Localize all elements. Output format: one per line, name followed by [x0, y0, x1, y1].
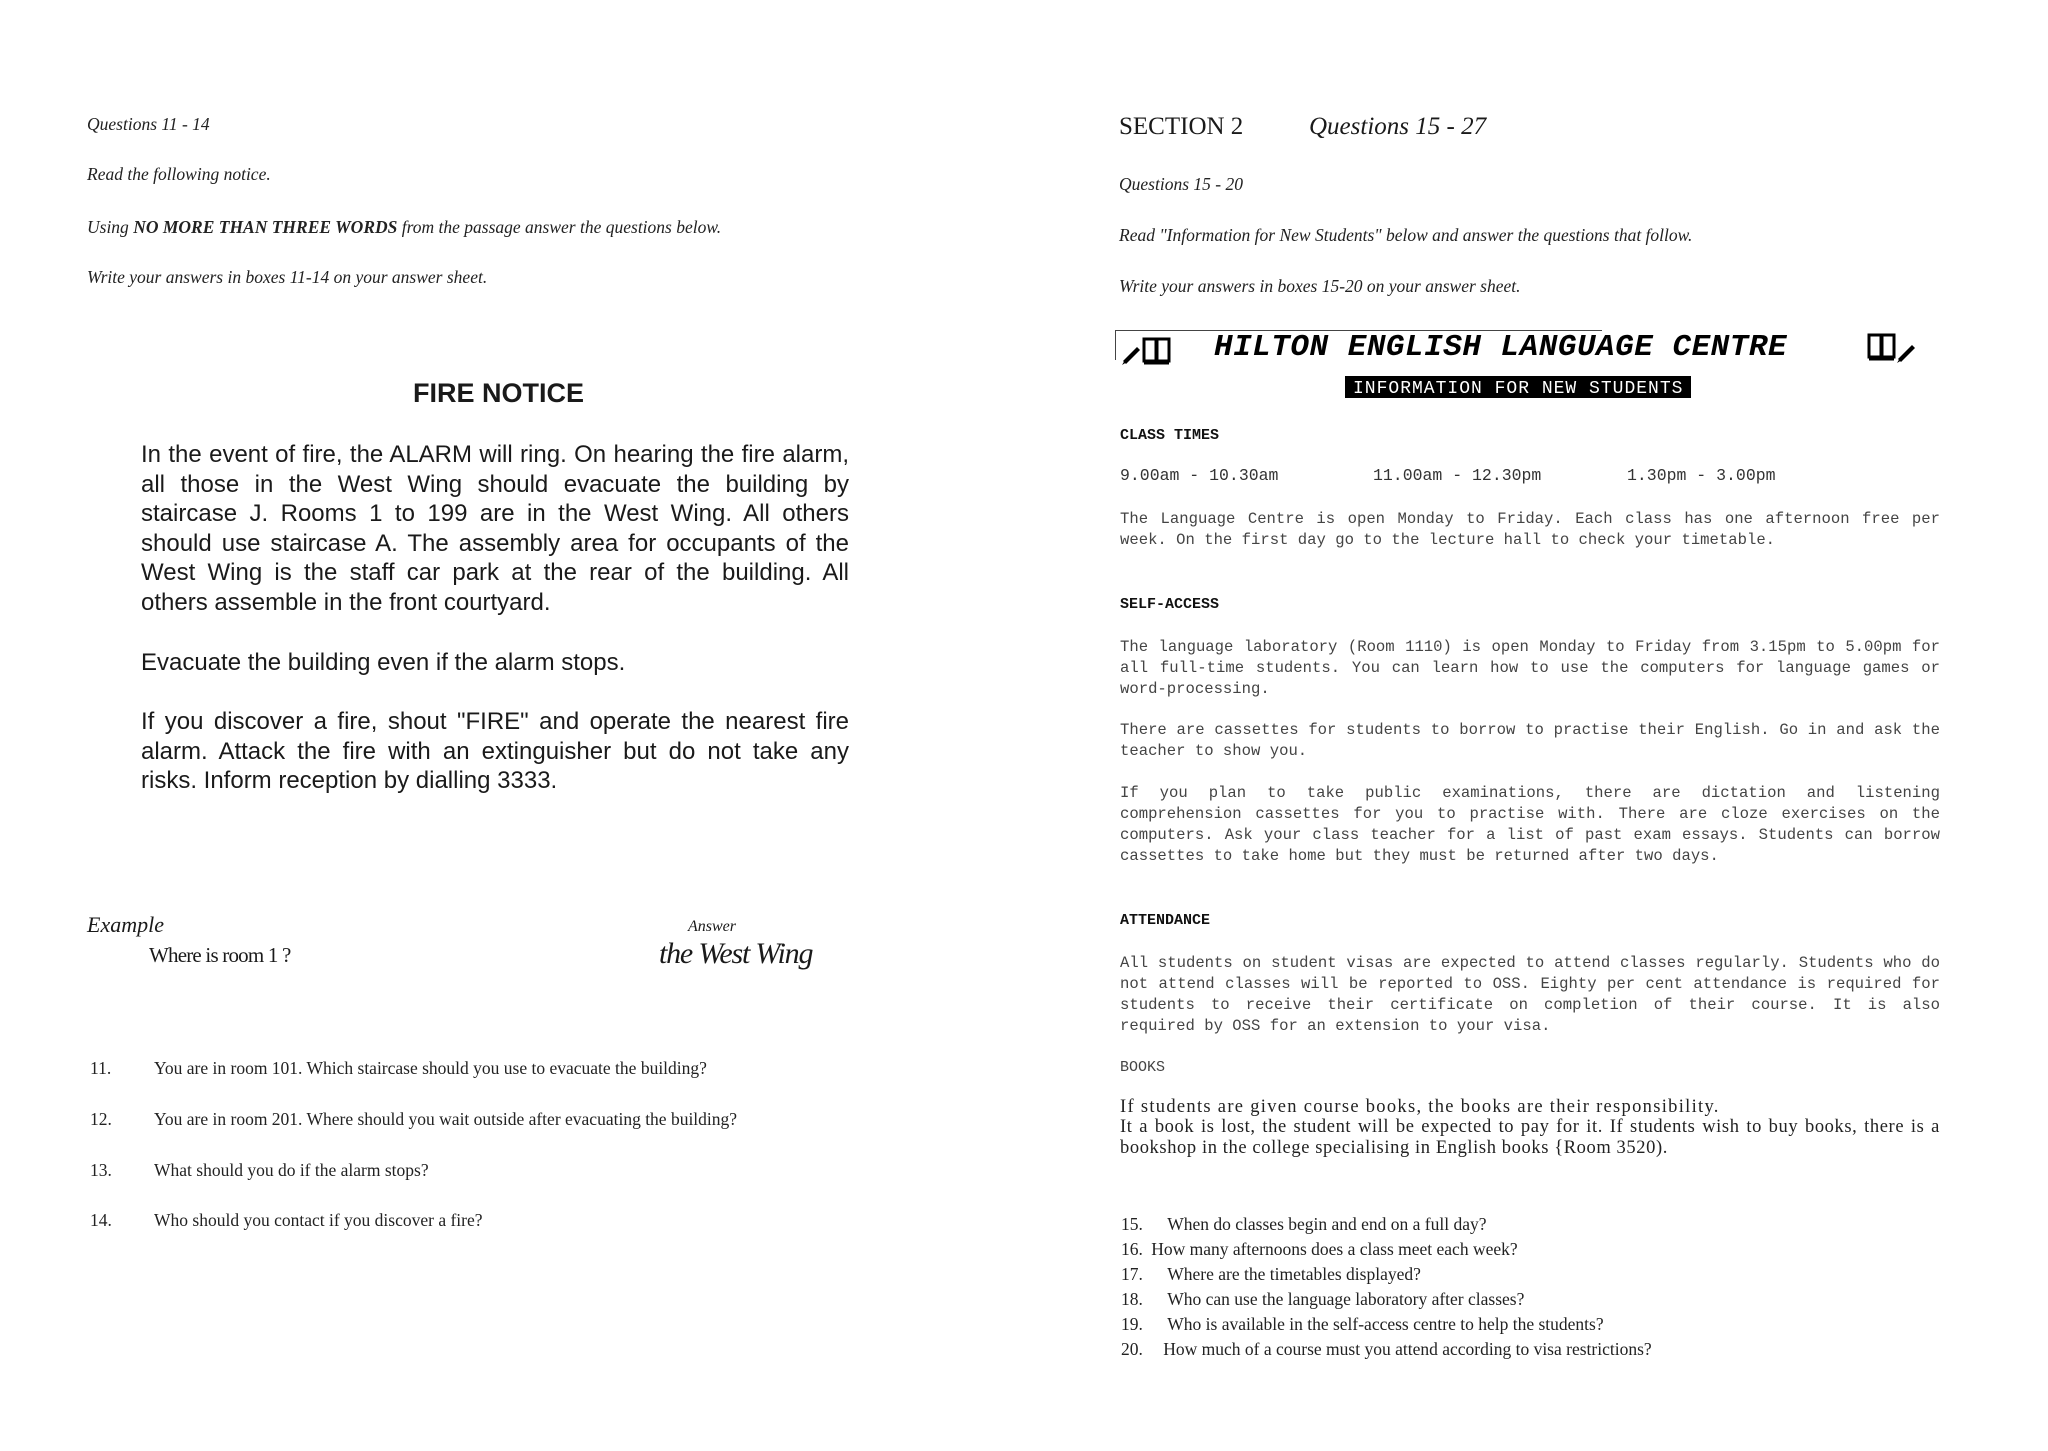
question-row [1121, 1339, 1652, 1360]
books-line-1: If students are given course books, the books are their responsibility. [1120, 1097, 1720, 1117]
attendance-body: All students on student visas are expected to attend classes regularly. Students who do not attend classes will be reported to OSS. Eighty per cent attendance is required for students to receive their certificate on completion of their course. It is also required by OSS for an extension to your visa. [1120, 954, 1940, 1035]
question-number: 19. [1121, 1314, 1143, 1334]
question-number: 16. [1121, 1239, 1143, 1259]
example-question: Where is room 1 ? [149, 943, 291, 967]
section-questions: Questions 15 - 27 [1309, 113, 1487, 140]
class-times-heading: CLASS TIMES [1120, 427, 1220, 444]
question-text: You are in room 201. Where should you wait outside after evacuating the building? [154, 1109, 738, 1129]
question-number: 14. [90, 1210, 112, 1230]
centre-title: HILTON ENGLISH LANGUAGE CENTRE [1214, 330, 1788, 365]
instruction-word-limit [87, 217, 721, 238]
question-text: How much of a course must you attend according to visa restrictions? [1163, 1339, 1652, 1359]
notice-paragraph-2: Evacuate the building even if the alarm stops. [141, 649, 626, 676]
instruction-answer-boxes: Write your answers in boxes 11-14 on your answer sheet. [87, 267, 488, 287]
question-text: Who is available in the self-access centre to help the students? [1167, 1314, 1604, 1334]
attendance-heading: ATTENDANCE [1120, 912, 1211, 929]
question-text: Who can use the language laboratory after classes? [1167, 1289, 1525, 1309]
instruction-read: Read the following notice. [87, 164, 271, 184]
class-time: 9.00am - 10.30am [1120, 466, 1279, 485]
notice-paragraph-3: If you discover a fire, shout "FIRE" and operate the nearest fire alarm. Attack the fire with an extinguisher but do not take any risks. Inform reception by dialling 3333. [141, 708, 849, 794]
question-text: You are in room 101. Which staircase should you use to evacuate the building? [154, 1058, 707, 1078]
example-answer: the West Wing [659, 937, 813, 970]
class-time: 1.30pm - 3.00pm [1627, 466, 1776, 485]
instruction-word-limit-pre: Using [87, 217, 134, 237]
questions-heading: Questions 15 - 20 [1119, 174, 1243, 194]
self-access-heading: SELF-ACCESS [1120, 596, 1220, 613]
right-page [1024, 0, 2048, 1451]
notice-paragraph-1: In the event of fire, the ALARM will ring. On hearing the fire alarm, all those in the West Wing should evacuate the building by staircase J. Rooms 1 to 199 are in the West Wing. All others should use staircase A. The assembly area for occupants of the West Wing is the staff car park at the rear of the building. All others assemble in the front courtyard. [141, 441, 849, 616]
question-text: Where are the timetables displayed? [1167, 1264, 1421, 1284]
self-access-paragraph-1: The language laboratory (Room 1110) is open Monday to Friday from 3.15pm to 5.00pm for all full-time students. You can learn how to use the computers for language games or word-processing. [1120, 638, 1940, 698]
info-banner: INFORMATION FOR NEW STUDENTS [1345, 376, 1691, 398]
question-number: 17. [1121, 1264, 1143, 1284]
books-body: It a book is lost, the student will be expected to pay for it. If students wish to buy books, there is a bookshop in the college specialising in English books {Room 3520). [1120, 1117, 1940, 1158]
question-number: 13. [90, 1160, 112, 1180]
instruction-word-limit-bold: NO MORE THAN THREE WORDS [133, 217, 398, 237]
class-times-body: The Language Centre is open Monday to Friday. Each class has one afternoon free per week. On the first day go to the lecture hall to check your timetable. [1120, 510, 1940, 549]
instruction-word-limit-post: from the passage answer the questions below. [397, 217, 722, 237]
question-text: How many afternoons does a class meet each week? [1151, 1239, 1518, 1259]
question-row [1121, 1214, 1487, 1235]
question-text: When do classes begin and end on a full day? [1167, 1214, 1487, 1234]
books-heading: BOOKS [1120, 1059, 1166, 1076]
question-row [1121, 1264, 1421, 1285]
question-number: 12. [90, 1109, 112, 1129]
question-row [1121, 1239, 1518, 1260]
section-label: SECTION 2 [1119, 113, 1244, 140]
self-access-paragraph-2: There are cassettes for students to borrow to practise their English. Go in and ask the teacher to show you. [1120, 721, 1940, 760]
header-rule-left [1115, 330, 1116, 360]
book-pen-icon [1867, 331, 1919, 365]
question-number: 20. [1121, 1339, 1143, 1359]
question-number: 11. [90, 1058, 112, 1078]
question-number: 15. [1121, 1214, 1143, 1234]
answer-label: Answer [688, 918, 736, 935]
pen-book-icon [1120, 333, 1172, 367]
notice-title: FIRE NOTICE [413, 378, 585, 408]
example-label: Example [87, 912, 164, 937]
instruction-read: Read "Information for New Students" below and answer the questions that follow. [1119, 225, 1693, 245]
question-text: Who should you contact if you discover a fire? [154, 1210, 483, 1230]
self-access-paragraph-3: If you plan to take public examinations, there are dictation and listening comprehension cassettes for you to practise with. There are cloze exercises on the computers. Ask your class teacher for a list of past exam essays. Students can borrow cassettes to take home but they must be returned after two days. [1120, 784, 1940, 865]
class-time: 11.00am - 12.30pm [1373, 466, 1542, 485]
question-row [1121, 1289, 1524, 1310]
question-row [1121, 1314, 1604, 1335]
questions-heading: Questions 11 - 14 [87, 114, 210, 134]
question-text: What should you do if the alarm stops? [154, 1160, 429, 1180]
question-number: 18. [1121, 1289, 1143, 1309]
instruction-answer-boxes: Write your answers in boxes 15-20 on your answer sheet. [1119, 276, 1521, 296]
